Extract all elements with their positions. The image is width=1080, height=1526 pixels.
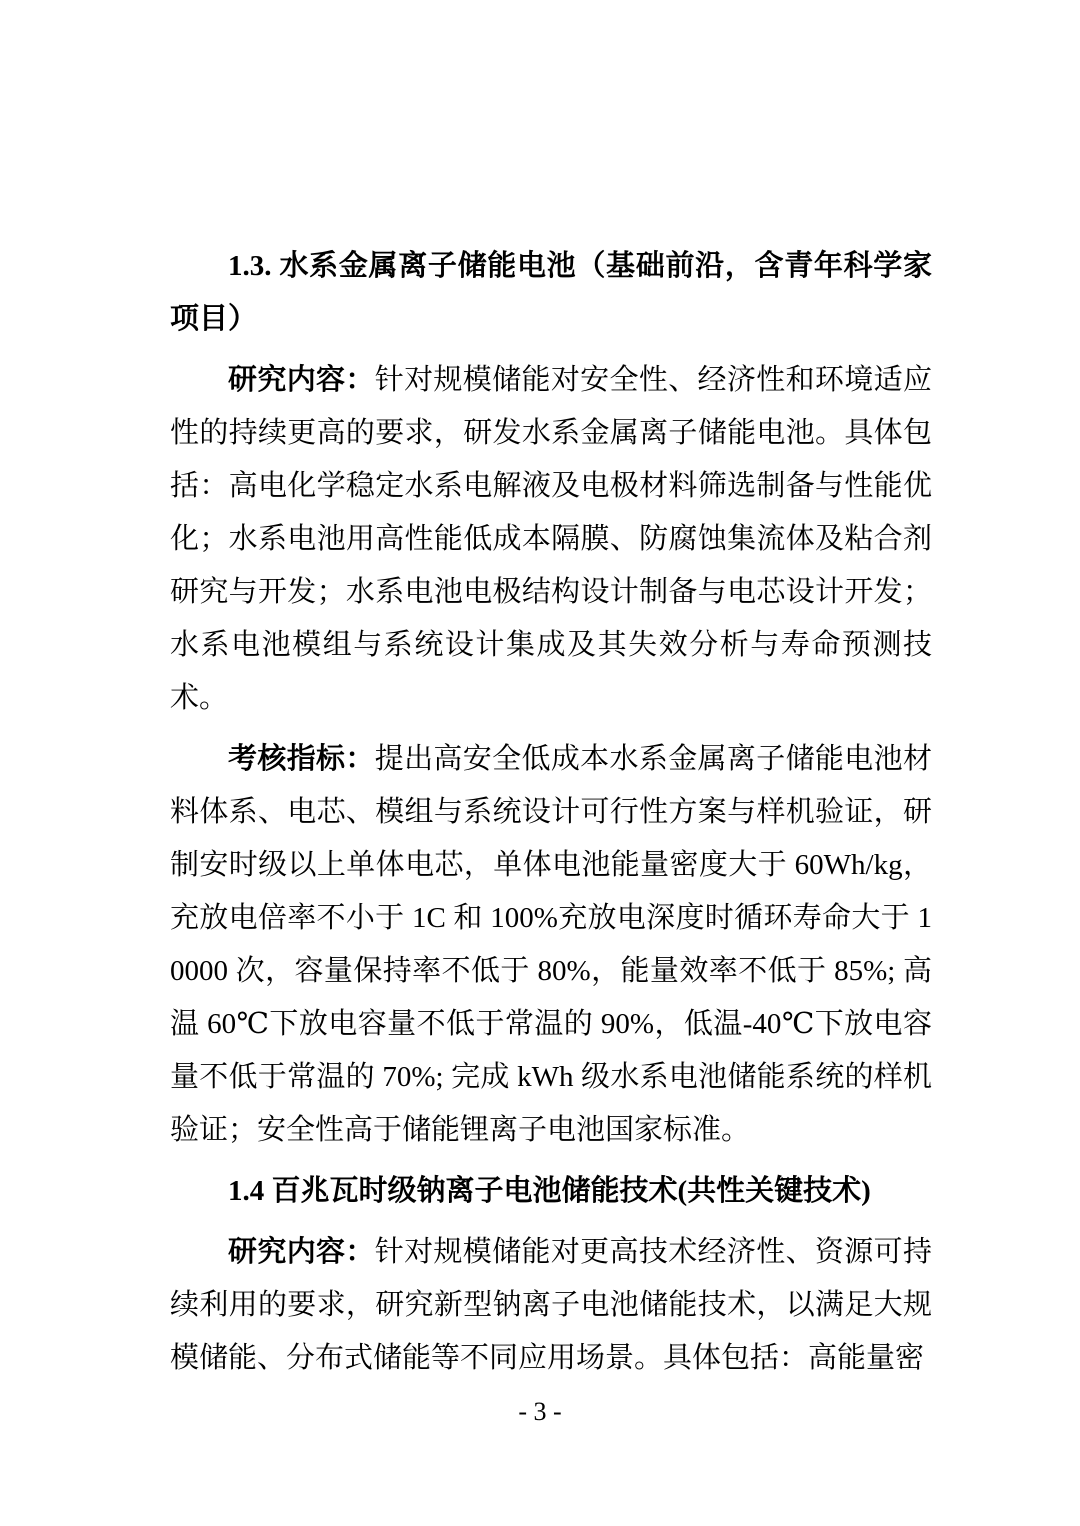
research-content-text: 针对规模储能对安全性、经济性和环境适应性的持续更高的要求，研发水系金属离子储能电池。具体包括：高电化学稳定水系电解液及电极材料筛选制备与性能优化；水系电池用高性能低成本隔膜、防腐蚀集流体及粘合剂研究与开发；水系电池电极结构设计制备与电芯设计开发；水系电池模组与系统设计集成及其失效分析与寿命预测技术。 [170,364,932,714]
section-1-3-research-content-paragraph [170,354,932,725]
page-number: - 3 - [518,1397,562,1426]
research-content-text: 针对规模储能对更高技术经济性、资源可持续利用的要求，研究新型钠离子电池储能技术，以满足大规模储能、分布式储能等不同应用场景。具体包括：高能量密 [170,1236,932,1374]
research-content-label: 研究内容： [228,1236,375,1268]
section-1-3-heading: 1.3. 水系金属离子储能电池（基础前沿，含青年科学家项目） [170,250,932,335]
document-content [170,240,932,1393]
section-1-4-research-content-paragraph [170,1226,932,1385]
assessment-indicator-text: 提出高安全低成本水系金属离子储能电池材料体系、电芯、模组与系统设计可行性方案与样机验证，研制安时级以上单体电芯，单体电池能量密度大于 60Wh/kg，充放电倍率不小于 1C 和 100%充放电深度时循环寿命大于 10000 次，容量保持率不低于 80%，能量效率不低于 85%; 高温 60℃下放电容量不低于常温的 90%，低温-40℃下放电容量不低于常温的 70%; 完成 kWh 级水系电池储能系统的样机验证；安全性高于储能锂离子电池国家标准。 [170,743,932,1146]
section-1-4-heading: 1.4 百兆瓦时级钠离子电池储能技术(共性关键技术) [228,1175,871,1207]
assessment-indicator-label: 考核指标： [228,743,375,775]
section-1-3-assessment-paragraph [170,733,932,1157]
research-content-label: 研究内容： [228,364,375,396]
